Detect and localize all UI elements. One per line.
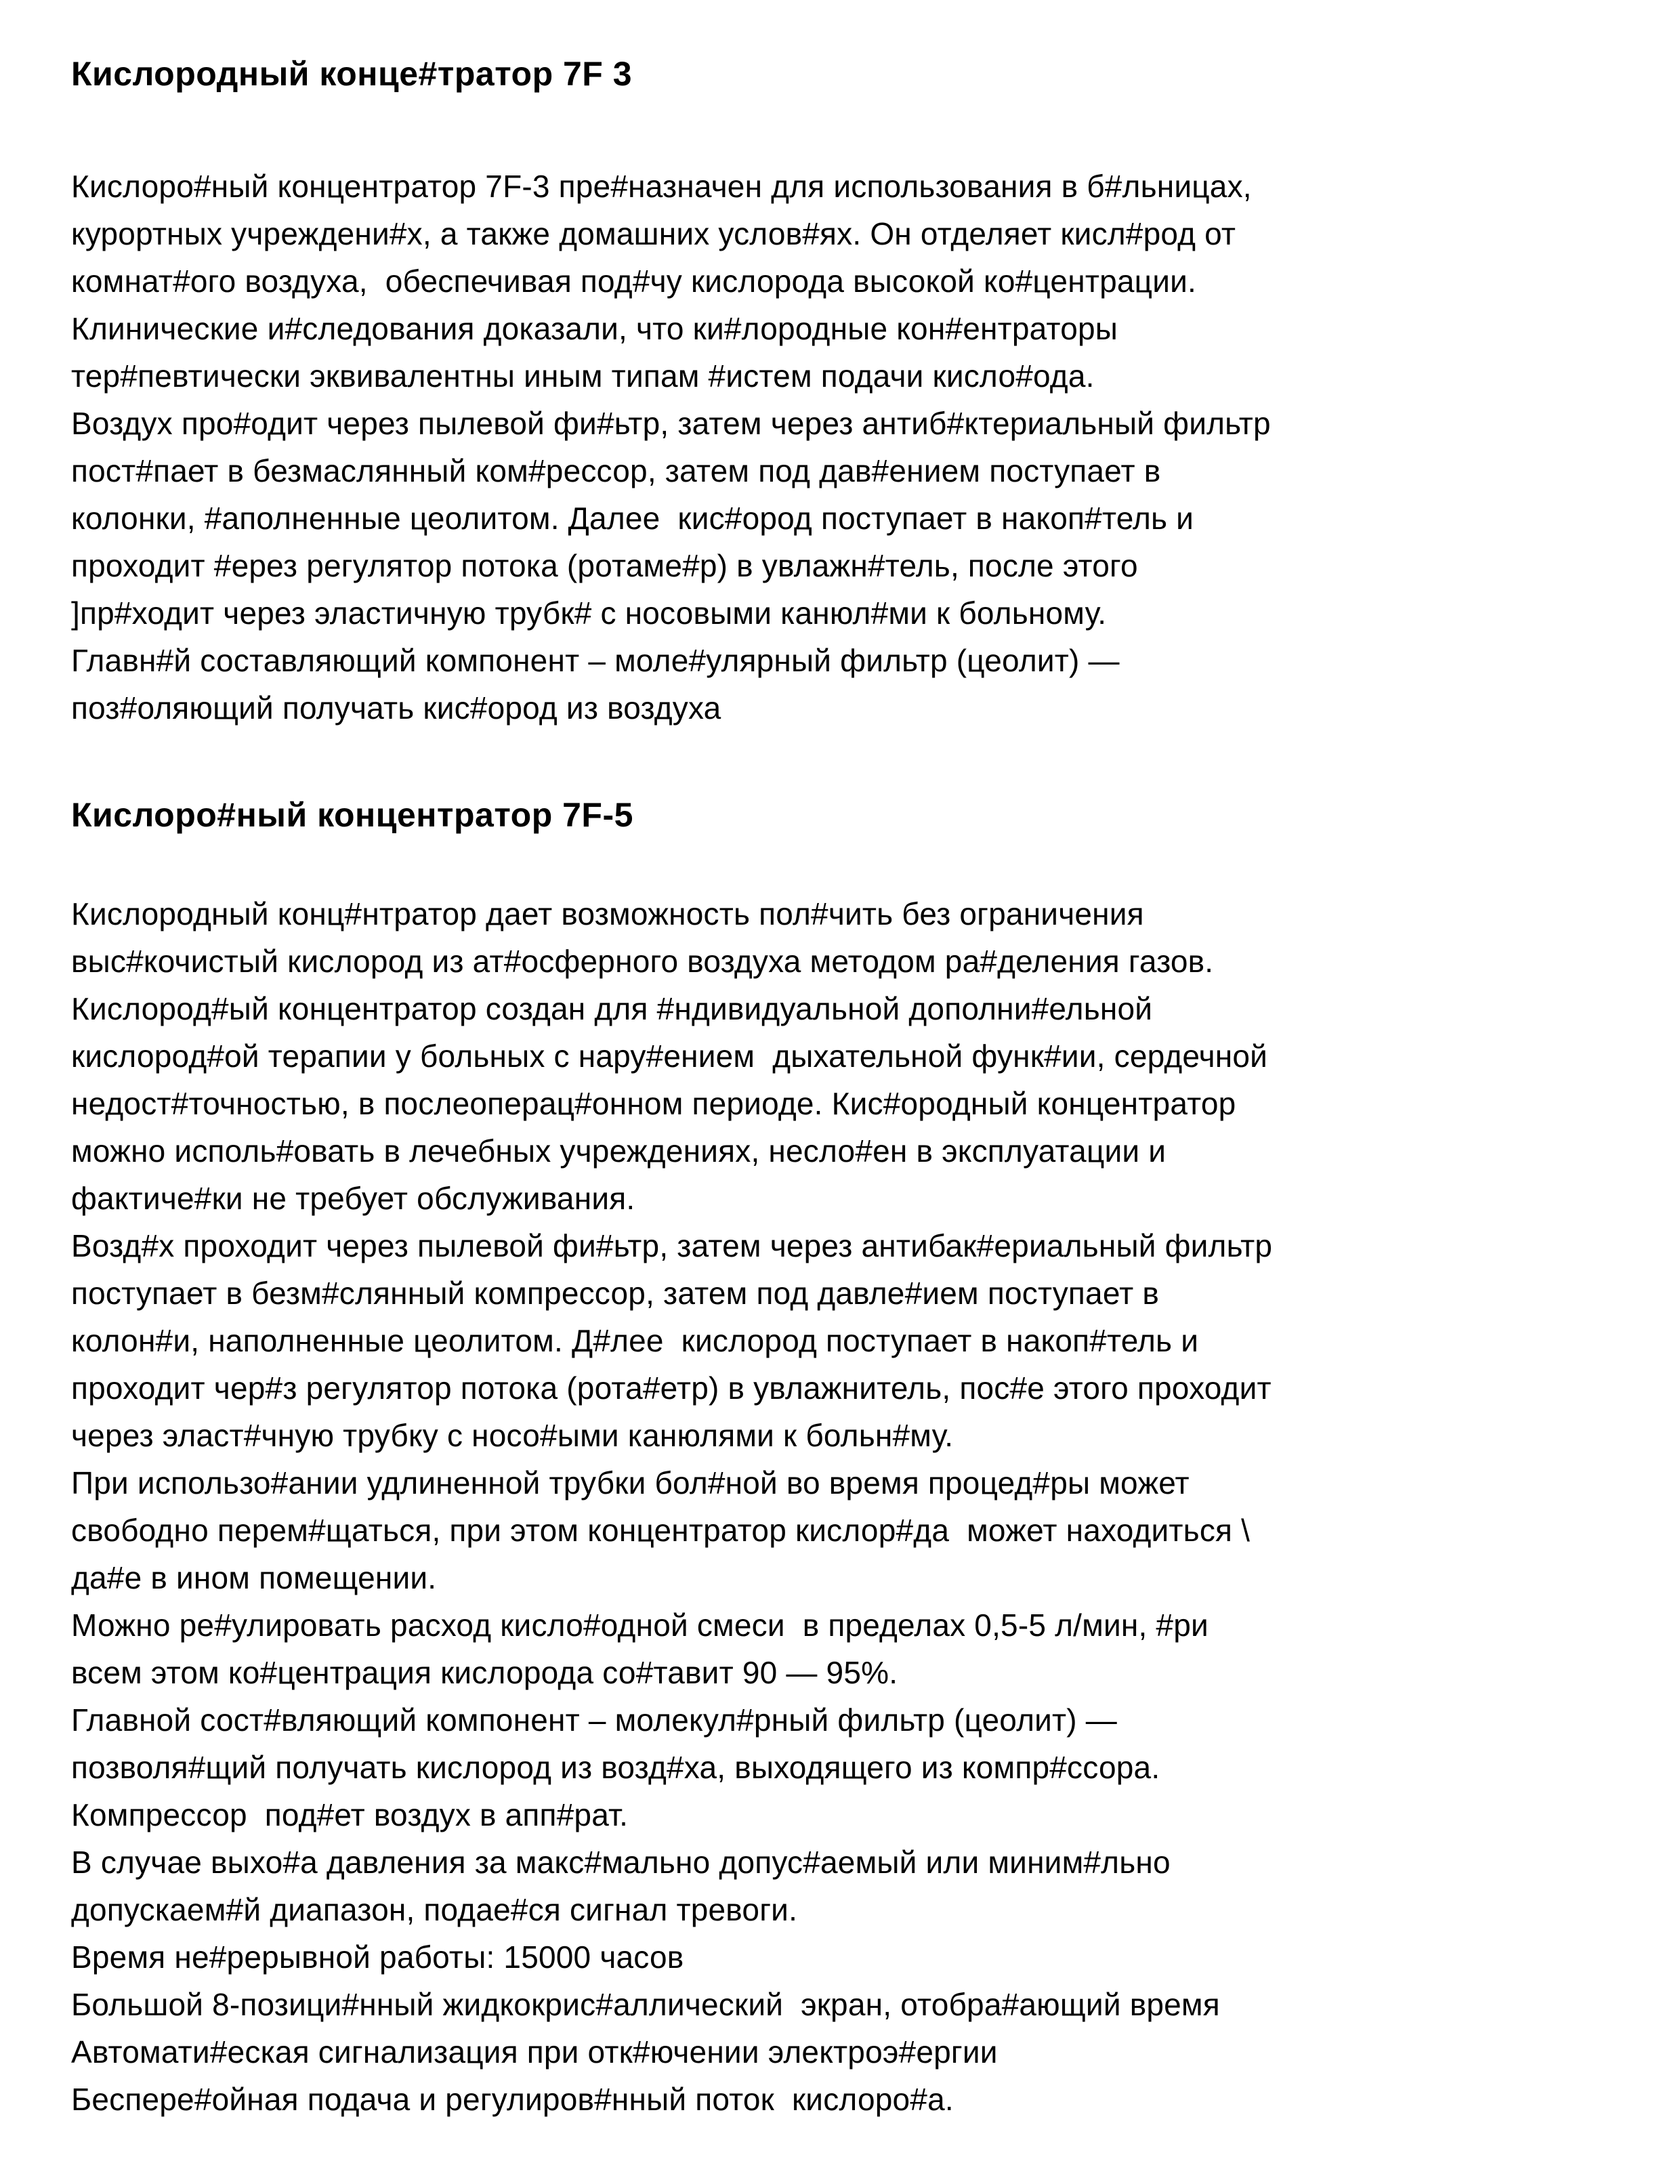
text-line: Главн#й составляющий компонент – моле#улярный фильтр (цеолит) — [71,643,1120,678]
paragraph-7f5 [71,890,1626,2123]
text-line: да#е в ином помещении. [71,1560,437,1595]
text-line: Кислородный конц#нтратор дает возможность пол#чить без ограничения [71,896,1144,931]
text-line: проходит чер#з регулятор потока (рота#етр) в увлажнитель, пос#е этого проходит [71,1370,1272,1406]
text-line: выс#кочистый кислород из ат#осферного воздуха методом ра#деления газов. [71,944,1214,979]
text-line: свободно перем#щаться, при этом концентратор кислор#да может находиться \ [71,1513,1251,1548]
text-line: проходит #ерез регулятор потока (ротаме#р) в увлажн#тель, после этого [71,548,1138,583]
text-line: поступает в безм#слянный компрессор, затем под давле#ием поступает в [71,1276,1159,1311]
text-line: Кислород#ый концентратор создан для #ндивидуальной дополни#ельной [71,991,1153,1026]
text-line: тер#певтически эквивалентны иным типам #истем подачи кисло#ода. [71,358,1095,394]
text-line: Можно ре#улировать расход кисло#одной смеси в пределах 0,5-5 л/мин, #ри [71,1608,1209,1643]
text-line: пост#пает в безмаслянный ком#рессор, затем под дав#ением поступает в [71,453,1161,488]
text-line: Воздух про#одит через пылевой фи#ьтр, затем через антиб#ктериальный фильтр [71,406,1271,441]
paragraph-7f3 [71,163,1626,732]
text-line: всем этом ко#центрация кислорода со#тавит 90 — 95%. [71,1655,898,1690]
text-line: Клинические и#следования доказали, что ки#лородные кон#ентраторы [71,311,1118,346]
text-line: колонки, #аполненные цеолитом. Далее кис#ород поступает в накоп#тель и [71,501,1194,536]
text-line: Кислоро#ный концентратор 7F-3 пре#назначен для использования в б#льницах, [71,169,1252,204]
text-line: Возд#х проходит через пылевой фи#ьтр, затем через антибак#ериальный фильтр [71,1228,1273,1263]
text-line: кислород#ой терапии у больных с нару#ением дыхательной функ#ии, сердечной [71,1038,1268,1074]
text-line: позволя#щий получать кислород из возд#ха, выходящего из компр#ссора. [71,1750,1160,1785]
text-line: курортных учреждени#х, а также домашних услов#ях. Он отделяет кисл#род от [71,216,1236,251]
text-line: Главной сост#вляющий компонент – молекул#рный фильтр (цеолит) — [71,1702,1117,1738]
text-line: При использо#ании удлиненной трубки бол#ной во время процед#ры может [71,1465,1190,1500]
text-line: Беспере#ойная подача и регулиров#нный поток кислоро#а. [71,2082,954,2117]
text-line: Время не#рерывной работы: 15000 часов [71,1939,684,1975]
heading-concentrator-7f5: Кислоро#ный концентратор 7F-5 [71,796,633,834]
text-line: Компрессор под#ет воздух в апп#рат. [71,1797,629,1832]
text-line: Автомати#еская сигнализация при отк#ючении электроэ#ергии [71,2034,998,2070]
text-line: фактиче#ки не требует обслуживания. [71,1181,635,1216]
text-line: допускаем#й диапазон, подае#ся сигнал тревоги. [71,1892,798,1927]
text-line: колон#и, наполненные цеолитом. Д#лее кислород поступает в накоп#тель и [71,1323,1199,1358]
text-line: Большой 8-позици#нный жидкокрис#аллический экран, отобра#ающий время [71,1987,1220,2022]
text-line: недост#точностью, в послеоперац#онном периоде. Кис#ородный концентратор [71,1086,1236,1121]
text-line: ]пр#ходит через эластичную трубк# с носовыми канюл#ми к больному. [71,595,1107,631]
text-line: комнат#ого воздуха, обеспечивая под#чу кислорода высокой ко#центрации. [71,264,1196,299]
text-line: через эласт#чную трубку с носо#ыми канюлями к больн#му. [71,1418,954,1453]
text-line: В случае выхо#а давления за макс#мально допус#аемый или миним#льно [71,1845,1171,1880]
heading-concentrator-7f3: Кислородный конце#тратор 7F 3 [71,55,633,93]
text-line: поз#оляющий получать кис#ород из воздуха [71,690,721,726]
text-line: можно исполь#овать в лечебных учреждениях, несло#ен в эксплуатации и [71,1133,1167,1169]
